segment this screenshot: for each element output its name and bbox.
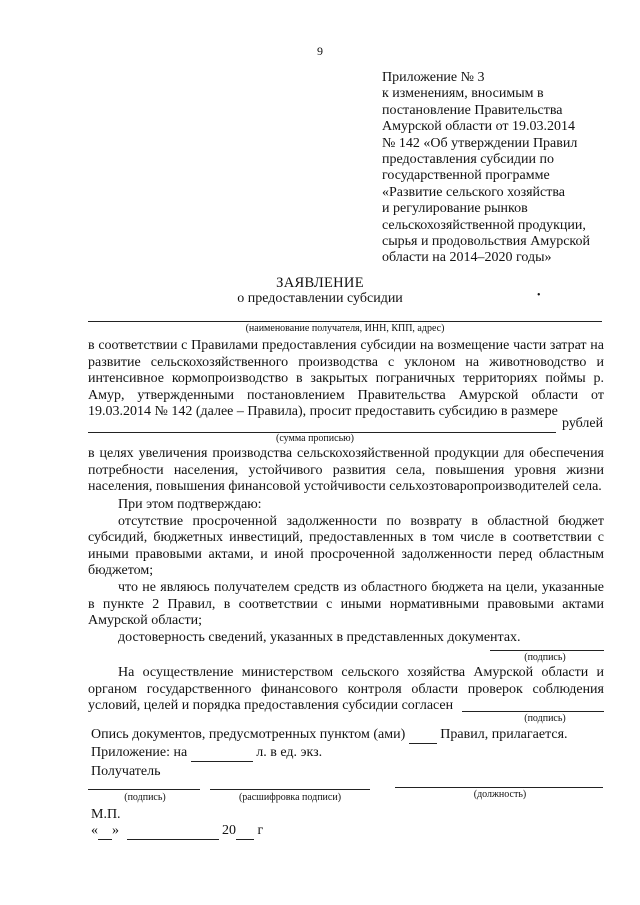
position-caption: (должность): [473, 789, 527, 800]
consent-signature-line[interactable]: [462, 711, 604, 712]
document-title: ЗАЯВЛЕНИЕ: [276, 275, 364, 291]
paragraph-purpose: [88, 446, 604, 496]
date-quote: «: [91, 823, 98, 838]
appendix-line: и регулирование рынков: [382, 201, 528, 217]
confirm-item: отсутствие просроченной задолженности по возврату в областной бюджет субсидий, бюджетных инвестиций, предоставленных в том числе в соответствии с иными правовыми актами, и иной просроченной задолженности перед областным бюджетом;: [88, 513, 604, 579]
date-line: [91, 823, 263, 840]
recipient-fill-line[interactable]: [88, 321, 602, 322]
confirm-intro: При этом подтверждаю:: [118, 497, 262, 512]
date-month-field[interactable]: [127, 823, 219, 840]
date-quote: »: [112, 823, 119, 838]
sum-caption: (сумма прописью): [276, 433, 354, 444]
appendix-line: № 142 «Об утверждении Правил: [382, 135, 578, 151]
appendix-line: сырья и продовольствия Амурской: [382, 234, 590, 250]
appendix-header: [382, 70, 632, 267]
appendix-line: Амурской области от 19.03.2014: [382, 119, 575, 135]
attachment-text: Приложение: на: [91, 745, 188, 760]
confirm-item: достоверность сведений, указанных в представленных документах.: [118, 629, 521, 645]
appendix-line: постановление Правительства: [382, 102, 563, 118]
request-text: в соответствии с Правилами предоставления субсидии на возмещение части затрат на развитие сельскохозяйственного производства с уклоном на животноводство и интенсивное кормопроизводство в закрытых пограничных территориях поймы р. Амур, утвержденными постановлением Правительства Амурской области от 19.03.2014 № 142 (далее – Правила), просит предоставить субсидию в размере: [88, 338, 604, 420]
appendix-line: Приложение № 3: [382, 70, 485, 85]
inventory-text: Опись документов, предусмотренных пунктом (ами): [91, 727, 406, 742]
signature-caption: (подпись): [124, 792, 166, 803]
rubles-label: рублей: [562, 416, 604, 431]
inventory-points-field[interactable]: [409, 727, 437, 744]
consent-text: На осуществление министерством сельского хозяйства Амурской области и органом государственного финансового контроля области проверок соблюдения условий, целей и порядка предоставления субсидии согласен: [88, 665, 604, 714]
year-suffix: г: [257, 823, 264, 838]
signature-caption: (подпись): [524, 713, 566, 724]
page-number: 9: [317, 44, 323, 58]
signature-caption: (подпись): [524, 652, 566, 663]
decoding-line[interactable]: [210, 789, 370, 790]
attachment-pages-field[interactable]: [191, 745, 253, 762]
appendix-line: предоставления субсидии по: [382, 152, 555, 168]
position-line[interactable]: [395, 787, 603, 788]
date-year-field[interactable]: [236, 823, 254, 840]
inventory-text: Правил, прилагается.: [440, 727, 568, 742]
signature-line[interactable]: [490, 650, 604, 651]
purpose-text: в целях увеличения производства сельскохозяйственной продукции для обеспечения потребности населения, устойчивого развития села, повышения уровня жизни населения, повышения финансовой устойчивости сельхозтоваропроизводителей села.: [88, 446, 604, 495]
stamp-place: М.П.: [91, 807, 121, 822]
confirm-item: что не являюсь получателем средств из областного бюджета на цели, указанные в пункте 2 Правил, в соответствии с иными нормативными правовыми актами Амурской области;: [88, 579, 604, 629]
appendix-line: области на 2014–2020 годы»: [382, 250, 552, 266]
appendix-line: к изменениям, вносимым в: [382, 86, 544, 102]
paragraph-consent: [88, 665, 604, 715]
decoding-caption: (расшифровка подписи): [238, 792, 342, 803]
appendix-line: «Развитие сельского хозяйства: [382, 184, 566, 200]
attachment-line: [91, 745, 322, 762]
appendix-line: государственной программе: [382, 168, 550, 184]
recipient-label: Получатель: [91, 764, 161, 779]
document-subtitle: о предоставлении субсидии: [237, 291, 403, 306]
year-prefix: 20: [222, 823, 236, 838]
paragraph-request: [88, 338, 604, 421]
recipient-caption: (наименование получателя, ИНН, КПП, адрес): [245, 323, 445, 334]
appendix-line: сельскохозяйственной продукции,: [382, 217, 586, 233]
inventory-line: [91, 727, 568, 744]
attachment-text: л. в ед. экз.: [256, 745, 323, 760]
confirmations: [88, 497, 604, 646]
bottom-signature-line[interactable]: [88, 789, 200, 790]
date-day-field[interactable]: [98, 823, 112, 840]
scan-dot: •: [537, 290, 541, 301]
